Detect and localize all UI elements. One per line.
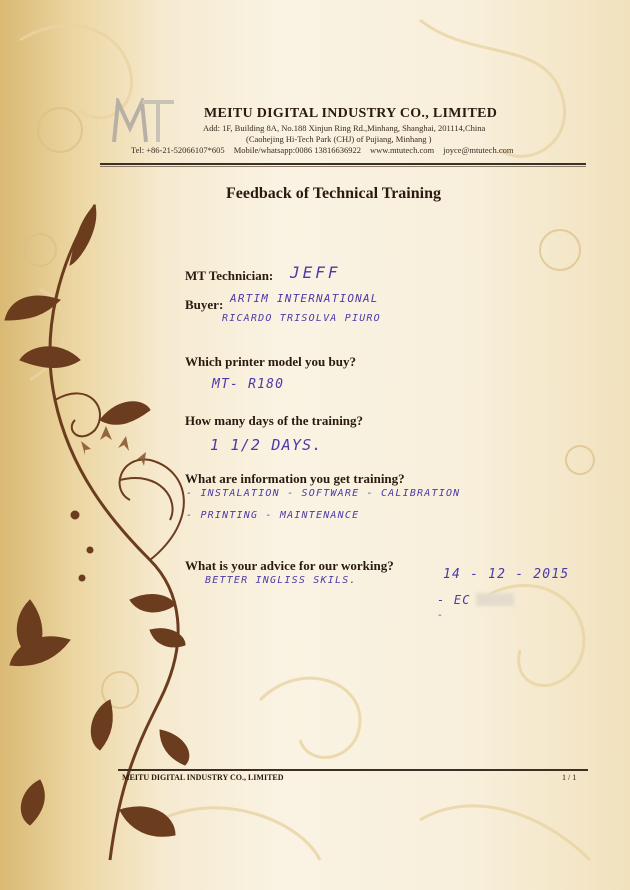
header-divider [100,163,586,165]
question-printer-model: Which printer model you buy? [185,354,356,369]
website-link[interactable]: www.mtutech.com [369,145,435,155]
footer-divider [118,769,588,771]
technician-label: MT Technician: [185,268,274,283]
signature: - EC [437,593,471,607]
answer-training-days: 1 1/2 DAYS. [210,436,323,454]
signature-dash: - [437,610,445,621]
company-contacts [131,145,522,155]
buyer-label: Buyer: [185,297,224,312]
company-logo [112,98,176,144]
signed-date: 14 - 12 - 2015 [443,567,570,582]
answer-advice: BETTER INGLISS SKILS. [205,575,357,586]
header-divider-thin [100,166,586,167]
question-training-days: How many days of the training? [185,413,364,428]
answer-training-info-line2: - PRINTING - MAINTENANCE [186,510,360,521]
company-address-line2: (Caohejing Hi-Tech Park (CHJ) of Pujiang, Minhang ) [246,134,432,144]
answer-training-info-line1: - INSTALATION - SOFTWARE - CALIBRATION [186,488,461,499]
technician-value: JEFF [290,263,341,282]
answer-printer-model: MT- R180 [212,377,285,392]
footer-company-name: MEITU DIGITAL INDUSTRY CO., LIMITED [122,773,284,782]
telephone: Tel: +86-21-52066107*605 [131,145,225,155]
company-name: MEITU DIGITAL INDUSTRY CO., LIMITED [204,106,498,121]
form-title: Feedback of Technical Training [226,185,441,202]
question-training-info: What are information you get training? [185,471,405,486]
page-number: 1 / 1 [562,773,577,782]
mobile-whatsapp: Mobile/whatsapp:0086 13816636922 [233,145,361,155]
buyer-value-line2: RICARDO TRISOLVA PIURO [222,313,381,324]
redacted-signature-area [476,593,514,606]
company-address-line1: Add: 1F, Building 8A, No.188 Xinjun Ring Rd.,Minhang, Shanghai, 201114,China [203,123,486,133]
question-advice: What is your advice for our working? [185,558,394,573]
email-link[interactable]: joyce@mtutech.com [443,145,514,155]
buyer-value-line1: ARTIM INTERNATIONAL [230,292,379,305]
